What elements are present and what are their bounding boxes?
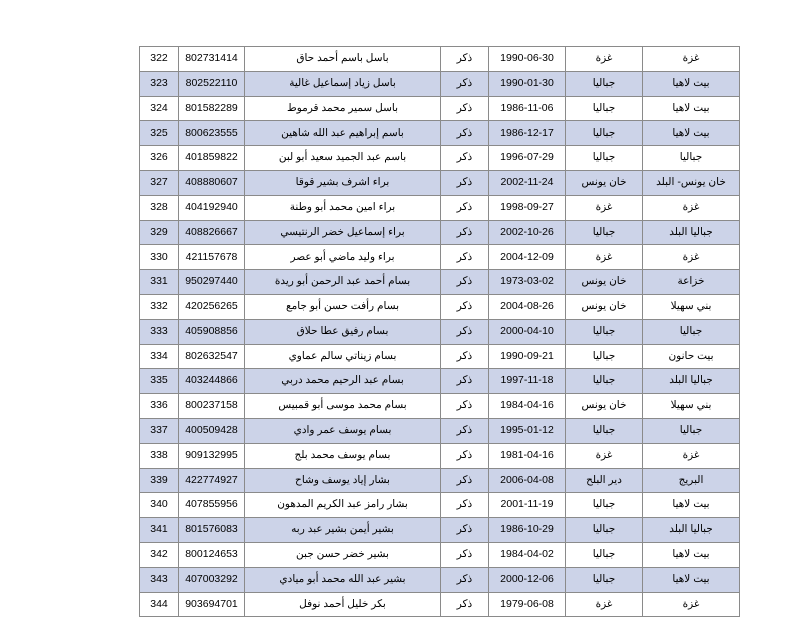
cell-serial: 331 <box>140 270 179 295</box>
cell-id-number: 800124653 <box>179 542 245 567</box>
cell-id-number: 801576083 <box>179 518 245 543</box>
cell-date-of-birth: 1990-06-30 <box>489 47 566 72</box>
cell-serial: 328 <box>140 195 179 220</box>
cell-city: جباليا <box>566 146 643 171</box>
cell-full-name: براء اشرف بشير قوقا <box>245 170 441 195</box>
cell-serial: 333 <box>140 319 179 344</box>
cell-full-name: بكر خليل أحمد نوفل <box>245 592 441 617</box>
cell-gender: ذكر <box>441 121 489 146</box>
cell-id-number: 950297440 <box>179 270 245 295</box>
cell-gender: ذكر <box>441 270 489 295</box>
cell-full-name: بسام محمد موسى أبو قمبيس <box>245 394 441 419</box>
cell-city: جباليا <box>566 369 643 394</box>
cell-city: خان يونس <box>566 394 643 419</box>
table-row <box>140 270 740 295</box>
cell-city: جباليا <box>566 344 643 369</box>
cell-date-of-birth: 2000-12-06 <box>489 567 566 592</box>
cell-serial: 334 <box>140 344 179 369</box>
table-row <box>140 47 740 72</box>
cell-district: جباليا البلد <box>643 369 740 394</box>
cell-district: جباليا البلد <box>643 220 740 245</box>
cell-district: بني سهيلا <box>643 394 740 419</box>
cell-gender: ذكر <box>441 394 489 419</box>
roster-table-container <box>139 46 739 617</box>
cell-id-number: 802632547 <box>179 344 245 369</box>
roster-table <box>139 46 740 617</box>
table-row <box>140 71 740 96</box>
cell-date-of-birth: 1996-07-29 <box>489 146 566 171</box>
cell-district: بيت حانون <box>643 344 740 369</box>
cell-serial: 325 <box>140 121 179 146</box>
table-row <box>140 418 740 443</box>
cell-gender: ذكر <box>441 220 489 245</box>
cell-district: بيت لاهيا <box>643 96 740 121</box>
cell-date-of-birth: 1995-01-12 <box>489 418 566 443</box>
cell-serial: 323 <box>140 71 179 96</box>
table-row <box>140 319 740 344</box>
cell-full-name: بسام رأفت حسن أبو جامع <box>245 294 441 319</box>
cell-full-name: بسام زيناتي سالم عماوي <box>245 344 441 369</box>
cell-district: غزة <box>643 195 740 220</box>
table-row <box>140 294 740 319</box>
table-row <box>140 592 740 617</box>
cell-id-number: 420256265 <box>179 294 245 319</box>
cell-id-number: 404192940 <box>179 195 245 220</box>
cell-city: جباليا <box>566 220 643 245</box>
cell-full-name: بسام أحمد عبد الرحمن أبو ريدة <box>245 270 441 295</box>
cell-district: بني سهيلا <box>643 294 740 319</box>
table-row <box>140 96 740 121</box>
cell-id-number: 802731414 <box>179 47 245 72</box>
cell-date-of-birth: 1984-04-16 <box>489 394 566 419</box>
cell-id-number: 407003292 <box>179 567 245 592</box>
cell-city: جباليا <box>566 121 643 146</box>
cell-city: جباليا <box>566 71 643 96</box>
cell-serial: 322 <box>140 47 179 72</box>
table-row <box>140 394 740 419</box>
cell-city: خان يونس <box>566 294 643 319</box>
cell-id-number: 422774927 <box>179 468 245 493</box>
cell-full-name: بشير خضر حسن جبن <box>245 542 441 567</box>
cell-date-of-birth: 2002-11-24 <box>489 170 566 195</box>
cell-id-number: 403244866 <box>179 369 245 394</box>
cell-district: غزة <box>643 443 740 468</box>
cell-id-number: 408880607 <box>179 170 245 195</box>
cell-full-name: باسم عبد الجميد سعيد أبو لبن <box>245 146 441 171</box>
cell-date-of-birth: 2004-12-09 <box>489 245 566 270</box>
cell-gender: ذكر <box>441 418 489 443</box>
cell-gender: ذكر <box>441 146 489 171</box>
cell-gender: ذكر <box>441 344 489 369</box>
cell-city: غزة <box>566 195 643 220</box>
cell-district: جباليا <box>643 319 740 344</box>
table-row <box>140 468 740 493</box>
cell-gender: ذكر <box>441 71 489 96</box>
cell-district: غزة <box>643 245 740 270</box>
cell-serial: 343 <box>140 567 179 592</box>
cell-gender: ذكر <box>441 468 489 493</box>
cell-district: جباليا البلد <box>643 518 740 543</box>
cell-serial: 344 <box>140 592 179 617</box>
table-row <box>140 567 740 592</box>
cell-gender: ذكر <box>441 518 489 543</box>
cell-gender: ذكر <box>441 369 489 394</box>
cell-district: بيت لاهيا <box>643 71 740 96</box>
cell-id-number: 903694701 <box>179 592 245 617</box>
cell-district: جباليا <box>643 146 740 171</box>
cell-serial: 326 <box>140 146 179 171</box>
cell-date-of-birth: 1990-09-21 <box>489 344 566 369</box>
cell-full-name: بسام رفيق عطا حلاق <box>245 319 441 344</box>
cell-city: غزة <box>566 592 643 617</box>
cell-city: جباليا <box>566 96 643 121</box>
table-row <box>140 344 740 369</box>
cell-date-of-birth: 1986-12-17 <box>489 121 566 146</box>
cell-full-name: بشار إياد يوسف وشاح <box>245 468 441 493</box>
cell-district: غزة <box>643 592 740 617</box>
cell-serial: 327 <box>140 170 179 195</box>
roster-table-body <box>140 47 740 617</box>
table-row <box>140 220 740 245</box>
cell-city: خان يونس <box>566 270 643 295</box>
cell-serial: 341 <box>140 518 179 543</box>
cell-gender: ذكر <box>441 294 489 319</box>
cell-gender: ذكر <box>441 592 489 617</box>
table-row <box>140 542 740 567</box>
cell-full-name: بشار رامز عبد الكريم المدهون <box>245 493 441 518</box>
cell-full-name: براء إسماعيل خضر الرنتيسي <box>245 220 441 245</box>
cell-district: بيت لاهيا <box>643 567 740 592</box>
table-row <box>140 369 740 394</box>
cell-gender: ذكر <box>441 47 489 72</box>
cell-gender: ذكر <box>441 567 489 592</box>
table-row <box>140 493 740 518</box>
cell-date-of-birth: 1986-10-29 <box>489 518 566 543</box>
cell-full-name: بسام عبد الرحيم محمد دربي <box>245 369 441 394</box>
cell-full-name: باسل باسم أحمد حاق <box>245 47 441 72</box>
cell-serial: 338 <box>140 443 179 468</box>
cell-serial: 339 <box>140 468 179 493</box>
cell-date-of-birth: 1979-06-08 <box>489 592 566 617</box>
cell-id-number: 401859822 <box>179 146 245 171</box>
cell-full-name: بسام يوسف عمر وادي <box>245 418 441 443</box>
cell-gender: ذكر <box>441 443 489 468</box>
cell-gender: ذكر <box>441 319 489 344</box>
cell-date-of-birth: 1998-09-27 <box>489 195 566 220</box>
cell-district: جباليا <box>643 418 740 443</box>
cell-id-number: 405908856 <box>179 319 245 344</box>
table-row <box>140 245 740 270</box>
cell-date-of-birth: 2001-11-19 <box>489 493 566 518</box>
cell-full-name: بسام يوسف محمد بلج <box>245 443 441 468</box>
cell-serial: 335 <box>140 369 179 394</box>
cell-district: خان يونس- البلد <box>643 170 740 195</box>
cell-serial: 342 <box>140 542 179 567</box>
cell-city: دير البلح <box>566 468 643 493</box>
cell-gender: ذكر <box>441 542 489 567</box>
cell-id-number: 400509428 <box>179 418 245 443</box>
cell-date-of-birth: 1984-04-02 <box>489 542 566 567</box>
cell-date-of-birth: 1997-11-18 <box>489 369 566 394</box>
cell-full-name: باسل سمير محمد قرموط <box>245 96 441 121</box>
cell-date-of-birth: 1990-01-30 <box>489 71 566 96</box>
cell-gender: ذكر <box>441 195 489 220</box>
cell-date-of-birth: 1981-04-16 <box>489 443 566 468</box>
cell-district: بيت لاهيا <box>643 121 740 146</box>
cell-city: جباليا <box>566 567 643 592</box>
cell-date-of-birth: 1986-11-06 <box>489 96 566 121</box>
cell-id-number: 800623555 <box>179 121 245 146</box>
cell-district: بيت لاهيا <box>643 493 740 518</box>
cell-date-of-birth: 2004-08-26 <box>489 294 566 319</box>
table-row <box>140 518 740 543</box>
table-row <box>140 195 740 220</box>
cell-date-of-birth: 1973-03-02 <box>489 270 566 295</box>
cell-city: جباليا <box>566 542 643 567</box>
cell-city: غزة <box>566 443 643 468</box>
table-row <box>140 121 740 146</box>
cell-district: البريج <box>643 468 740 493</box>
cell-city: جباليا <box>566 418 643 443</box>
cell-district: بيت لاهيا <box>643 542 740 567</box>
cell-city: جباليا <box>566 518 643 543</box>
cell-city: غزة <box>566 47 643 72</box>
cell-city: خان يونس <box>566 170 643 195</box>
cell-district: غزة <box>643 47 740 72</box>
cell-city: جباليا <box>566 493 643 518</box>
cell-full-name: براء امين محمد أبو وطنة <box>245 195 441 220</box>
cell-id-number: 407855956 <box>179 493 245 518</box>
cell-full-name: بشير عبد الله محمد أبو ميادي <box>245 567 441 592</box>
cell-date-of-birth: 2002-10-26 <box>489 220 566 245</box>
cell-serial: 332 <box>140 294 179 319</box>
cell-gender: ذكر <box>441 493 489 518</box>
table-row <box>140 170 740 195</box>
cell-gender: ذكر <box>441 96 489 121</box>
cell-serial: 324 <box>140 96 179 121</box>
cell-serial: 337 <box>140 418 179 443</box>
cell-serial: 330 <box>140 245 179 270</box>
cell-id-number: 408826667 <box>179 220 245 245</box>
cell-date-of-birth: 2006-04-08 <box>489 468 566 493</box>
cell-serial: 336 <box>140 394 179 419</box>
cell-full-name: باسم إبراهيم عبد الله شاهين <box>245 121 441 146</box>
table-row <box>140 146 740 171</box>
cell-date-of-birth: 2000-04-10 <box>489 319 566 344</box>
cell-full-name: براء وليد ماضي أبو عصر <box>245 245 441 270</box>
table-row <box>140 443 740 468</box>
cell-gender: ذكر <box>441 170 489 195</box>
cell-gender: ذكر <box>441 245 489 270</box>
cell-id-number: 421157678 <box>179 245 245 270</box>
cell-district: خزاعة <box>643 270 740 295</box>
cell-id-number: 800237158 <box>179 394 245 419</box>
cell-city: غزة <box>566 245 643 270</box>
cell-serial: 329 <box>140 220 179 245</box>
cell-id-number: 801582289 <box>179 96 245 121</box>
cell-id-number: 802522110 <box>179 71 245 96</box>
cell-full-name: باسل زياد إسماعيل غالية <box>245 71 441 96</box>
cell-serial: 340 <box>140 493 179 518</box>
cell-full-name: بشير أيمن بشير عبد ربه <box>245 518 441 543</box>
cell-id-number: 909132995 <box>179 443 245 468</box>
cell-city: جباليا <box>566 319 643 344</box>
